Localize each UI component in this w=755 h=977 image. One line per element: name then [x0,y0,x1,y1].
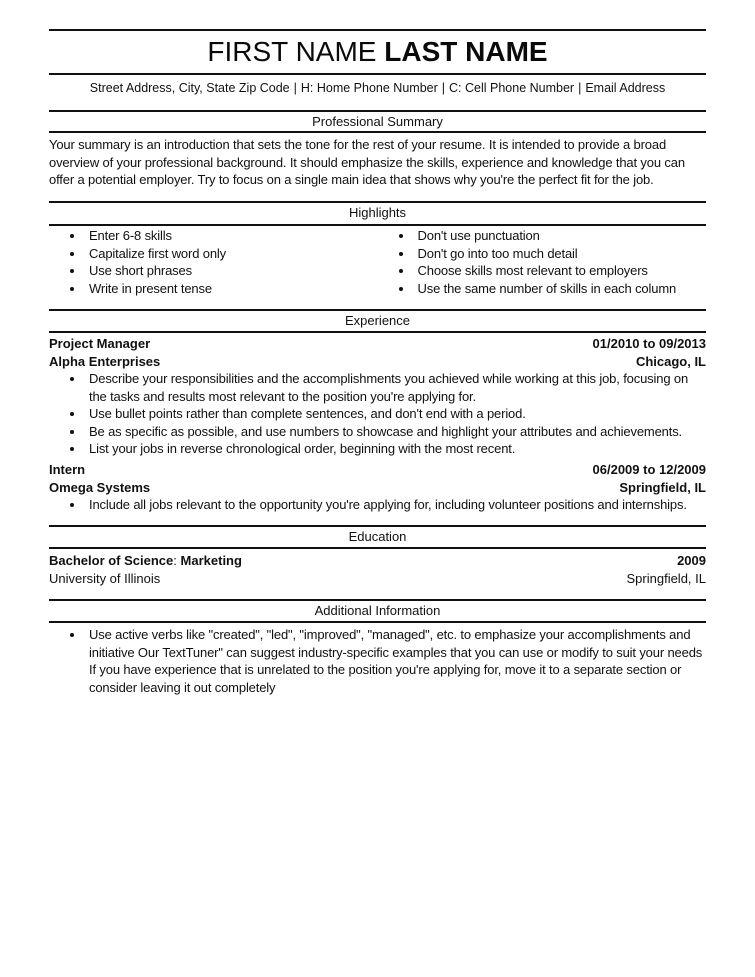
top-rule [49,29,706,31]
highlights-section [49,227,706,297]
job-bullet: List your jobs in reverse chronological order, beginning with the most recent. [49,440,706,458]
job-company-row [49,353,706,371]
last-name: LAST NAME [384,36,548,67]
job-company-row [49,479,706,497]
section-rule-bottom [49,224,706,226]
section-rule-bottom [49,131,706,133]
highlight-item: Use the same number of skills in each column [378,280,707,298]
bullet-icon [399,269,403,273]
bullet-icon [70,287,74,291]
highlight-item: Choose skills most relevant to employers [378,262,707,280]
bullet-icon [70,633,74,637]
additional-bullet: Use active verbs like "created", "led", "improved", "managed", etc. to emphasize your accomplishments and initiative Our TextTuner" can suggest industry-specific examples that you can use or modify to suit your needs If you have experience that is unrelated to the position you're applying for, move it to a separate section or consider leaving it out completely [49,626,706,696]
education-degree-row [49,552,706,570]
bullet-icon [70,234,74,238]
name-rule [49,73,706,75]
major: Marketing [180,553,242,568]
separator: | [578,81,582,95]
separator: | [441,81,446,95]
home-phone: H: Home Phone Number [300,81,438,95]
email: Email Address [585,81,666,95]
job-dates: 01/2010 to 09/2013 [592,336,706,351]
section-rule-top [49,525,706,527]
job-bullet: Be as specific as possible, and use numbers to showcase and highlight your attributes and achievements. [49,423,706,441]
highlight-item: Enter 6-8 skills [49,227,378,245]
highlight-item: Use short phrases [49,262,378,280]
school: University of Illinois [49,570,161,586]
job-entry [49,335,706,458]
bullet-icon [70,269,74,273]
section-title-highlights: Highlights [348,205,407,220]
address: Street Address, City, State Zip Code [89,81,290,95]
section-rule-bottom [49,331,706,333]
education-school-row [49,570,706,588]
highlight-item: Capitalize first word only [49,245,378,263]
section-title-summary: Professional Summary [312,114,443,129]
section-rule-top [49,599,706,601]
candidate-name [49,34,706,70]
job-header-row [49,461,706,479]
graduation-year: 2009 [677,553,706,568]
bullet-icon [70,252,74,256]
highlights-left-column [49,227,378,297]
section-rule-bottom [49,547,706,549]
job-title: Project Manager [49,336,151,351]
job-entry [49,461,706,514]
job-bullets [49,496,706,514]
summary-text: Your summary is an introduction that sets the tone for the rest of your resume. It is intended to provide a broad overview of your professional background. It should emphasize the skills, experience and knowledge that you can offer a potential employer. Try to focus on a single main idea that shows why you're the perfect fit for the job. [49,137,685,187]
summary-section [49,136,706,189]
bullet-icon [70,412,74,416]
section-title-experience: Experience [344,313,411,328]
section-rule-top [49,110,706,112]
job-bullets [49,370,706,458]
degree: Bachelor of Science: Marketing [49,553,242,568]
section-rule-bottom [49,621,706,623]
additional-section [49,626,706,696]
school-location: Springfield, IL [626,570,706,586]
job-title: Intern [49,462,86,477]
cell-phone: C: Cell Phone Number [449,81,575,95]
section-title-additional: Additional Information [314,603,441,618]
highlight-item: Don't go into too much detail [378,245,707,263]
bullet-icon [399,287,403,291]
job-location: Springfield, IL [619,479,706,495]
job-company: Alpha Enterprises [49,353,161,369]
job-dates: 06/2009 to 12/2009 [592,462,706,477]
separator: | [293,81,297,95]
bullet-icon [399,234,403,238]
job-header-row [49,335,706,353]
bullet-icon [399,252,403,256]
section-rule-top [49,201,706,203]
job-bullet: Describe your responsibilities and the accomplishments you achieved while working at this job, focusing on the tasks and results most relevant to the position you're applying for. [49,370,706,405]
bullet-icon [70,430,74,434]
contact-line [49,80,706,96]
job-company: Omega Systems [49,479,151,495]
job-bullet: Include all jobs relevant to the opportunity you're applying for, including volunteer positions and internships. [49,496,706,514]
education-entry [49,552,706,587]
additional-bullets [49,626,706,696]
highlights-right-column [378,227,707,297]
highlight-item: Don't use punctuation [378,227,707,245]
bullet-icon [70,447,74,451]
job-bullet: Use bullet points rather than complete sentences, and don't end with a period. [49,405,706,423]
section-title-education: Education [348,529,407,544]
section-rule-top [49,309,706,311]
bullet-icon [70,503,74,507]
bullet-icon [70,377,74,381]
first-name: FIRST NAME [207,36,377,67]
highlight-item: Write in present tense [49,280,378,298]
job-location: Chicago, IL [635,353,706,369]
